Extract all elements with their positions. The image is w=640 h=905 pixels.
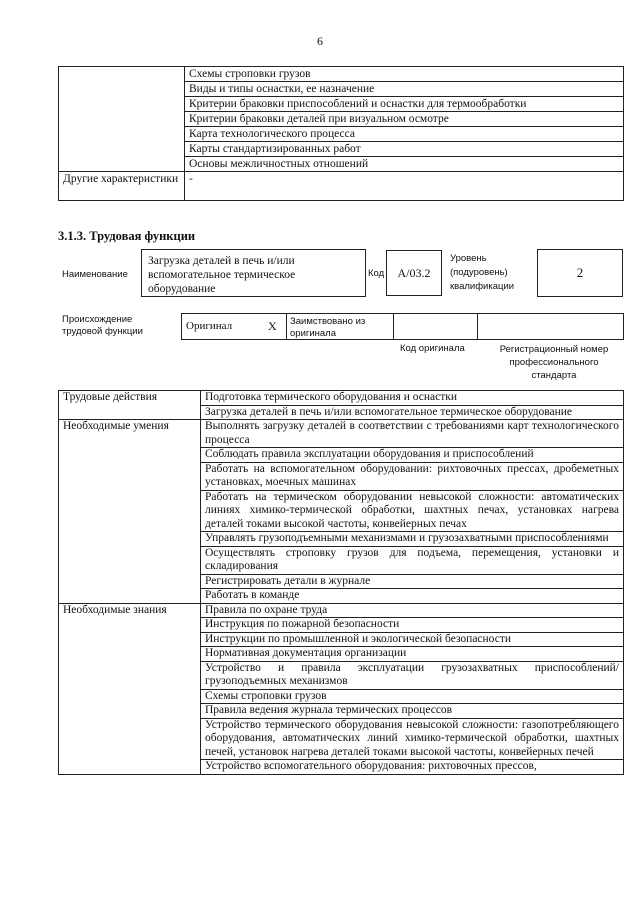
list-item: Устройство термического оборудования невысокой сложности: газопотребляющего оборудования, автоматических линий химико-термической обработки, шахтных печей, установок нагрева деталей токами высокой частоты, конвейерных печей	[201, 718, 624, 760]
original-cell	[182, 314, 287, 339]
list-item: Инструкция по пожарной безопасности	[201, 618, 624, 633]
list-item: Регистрировать детали в журнале	[201, 574, 624, 589]
list-item: Осуществлять строповку грузов для подъема, перемещения, установки и складирования	[201, 546, 624, 574]
list-item: Подготовка термического оборудования и оснастки	[201, 391, 624, 406]
name-label: Наименование	[62, 269, 128, 280]
actions-label: Трудовые действия	[59, 391, 201, 420]
origin-label: Происхождение трудовой функции	[62, 314, 143, 337]
other-characteristics-value: -	[185, 172, 624, 201]
page-number: 6	[317, 34, 323, 48]
section-title: 3.1.3. Трудовая функции	[58, 229, 196, 243]
table-row	[59, 420, 624, 448]
top-knowledge-table	[58, 66, 624, 201]
name-value: Загрузка деталей в печь и/или вспомогательное термическое оборудование	[141, 249, 366, 297]
table-row	[59, 603, 624, 618]
table-row	[59, 67, 624, 82]
borrowed-label: Заимствовано из оригинала	[287, 314, 394, 339]
code-original-label: Код оригинала	[400, 343, 465, 354]
list-item: Основы межличностных отношений	[185, 157, 624, 172]
level-value: 2	[537, 249, 623, 297]
list-item: Устройство и правила эксплуатации грузозахватных приспособлений/грузоподъемных механизмов	[201, 661, 624, 689]
skills-label: Необходимые умения	[59, 420, 201, 604]
list-item: Правила по охране труда	[201, 603, 624, 618]
list-item: Работать на термическом оборудовании невысокой сложности: автоматических линиях химико-термической обработки, шахтных печах, установках нагрева деталей токами высокой частоты, конвейерных печах	[201, 490, 624, 532]
list-item: Правила ведения журнала термических процессов	[201, 704, 624, 719]
list-item: Критерии браковки приспособлений и оснастки для термообработки	[185, 97, 624, 112]
list-item: Карты стандартизированных работ	[185, 142, 624, 157]
list-item: Устройство вспомогательного оборудования: рихтовочных прессов,	[201, 760, 624, 775]
list-item: Работать в команде	[201, 589, 624, 604]
list-item: Загрузка деталей в печь и/или вспомогательное термическое оборудование	[201, 405, 624, 420]
other-characteristics-label: Другие характеристики	[59, 172, 185, 201]
code-original-cell	[394, 314, 478, 339]
level-label: Уровень (подуровень) квалификации	[450, 253, 515, 292]
list-item: Инструкции по промышленной и экологической безопасности	[201, 632, 624, 647]
origin-row	[181, 313, 624, 340]
list-item: Схемы строповки грузов	[185, 67, 624, 82]
list-item: Виды и типы оснастки, ее назначение	[185, 82, 624, 97]
reg-number-label: Регистрационный номер профессионального стандарта	[499, 344, 609, 381]
table-row	[59, 391, 624, 406]
list-item: Карта технологического процесса	[185, 127, 624, 142]
original-mark: X	[268, 319, 277, 333]
list-item: Критерии браковки деталей при визуальном осмотре	[185, 112, 624, 127]
code-value: А/03.2	[386, 250, 442, 296]
labor-function-table	[58, 390, 624, 775]
list-item: Схемы строповки грузов	[201, 689, 624, 704]
list-item: Управлять грузоподъемными механизмами и грузозахватными приспособлениями	[201, 532, 624, 547]
code-label: Код	[368, 268, 385, 279]
list-item: Соблюдать правила эксплуатации оборудования и приспособлений	[201, 448, 624, 463]
list-item: Нормативная документация организации	[201, 647, 624, 662]
list-item: Работать на вспомогательном оборудовании: рихтовочных прессах, дробеметных установках, моечных машинах	[201, 462, 624, 490]
empty-label-cell	[59, 67, 185, 172]
table-row	[59, 172, 624, 201]
list-item: Выполнять загрузку деталей в соответствии с требованиями карт технологического процесса	[201, 420, 624, 448]
reg-number-cell	[478, 314, 623, 339]
original-label: Оригинал	[186, 320, 233, 332]
knowledge-label: Необходимые знания	[59, 603, 201, 774]
